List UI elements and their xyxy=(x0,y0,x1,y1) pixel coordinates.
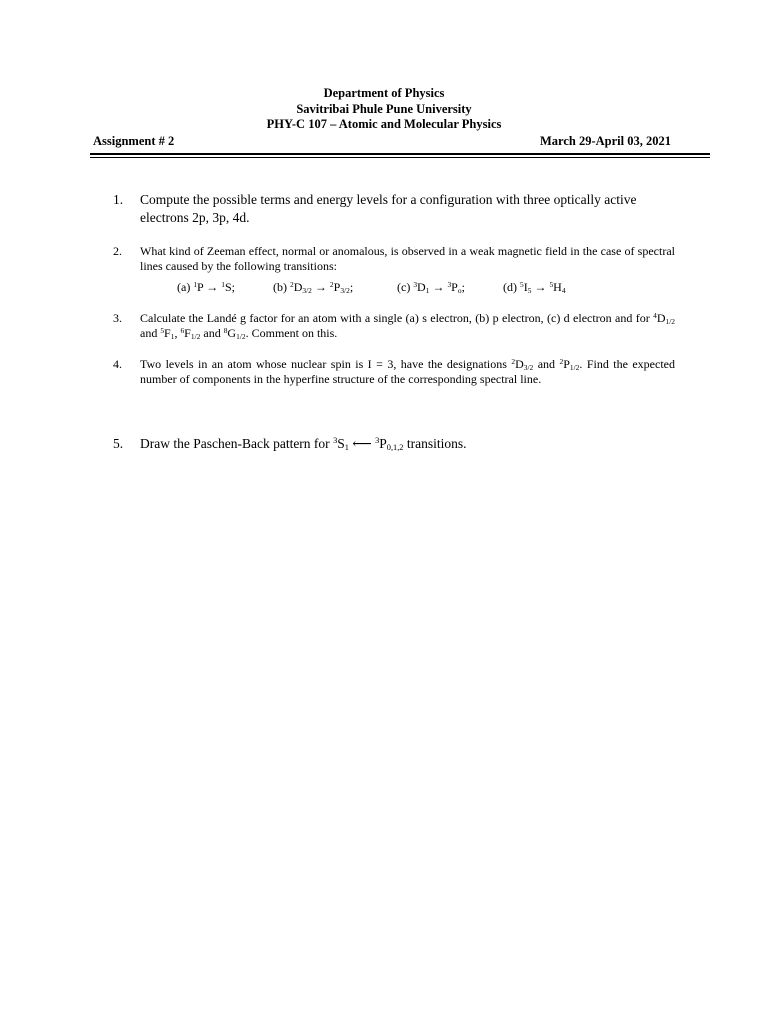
question-number: 3. xyxy=(113,311,122,325)
question-text: Calculate the Landé g factor for an atom with a single (a) s electron, (b) p electron, (c) d electron and for $^4D_{1/2}$ and $^5F_1$, $^6F_{1/2}$ and $^8G_{1/2}$. Comment on this. xyxy=(140,310,675,341)
transition-c: (c) $^3D_1 \to ^3P_o$; xyxy=(397,279,465,295)
question-text: What kind of Zeeman effect, normal or anomalous, is observed in a weak magnetic field in the case of spectral lines caused by the following transitions: xyxy=(140,244,675,273)
question-text: Compute the possible terms and energy levels for a configuration with three optically active electrons 2p, 3p, 4d. xyxy=(140,192,637,225)
question-number: 5. xyxy=(113,436,124,451)
university-name: Savitribai Phule Pune University xyxy=(296,101,472,116)
assignment-meta-row xyxy=(93,134,671,149)
question-number: 4. xyxy=(113,357,122,371)
question-3 xyxy=(113,311,675,341)
transition-list xyxy=(177,280,675,295)
question-4 xyxy=(113,357,675,387)
transition-d: (d) $^5I_5 \to ^5H_4$ xyxy=(503,279,566,295)
transition-a: (a) $^1$P → $^1$S; xyxy=(177,279,236,294)
department-title: Department of Physics xyxy=(323,86,445,100)
question-number: 1. xyxy=(113,192,124,207)
question-1 xyxy=(113,191,675,226)
question-text: Draw the Paschen-Back pattern for $^3S_1$ ⟵ $^3P_{0,1,2}$ transitions. xyxy=(140,436,467,453)
assignment-number: Assignment # 2 xyxy=(93,134,175,148)
header-divider-thick xyxy=(90,153,710,155)
question-text: Two levels in an atom whose nuclear spin is I = 3, have the designations $^2D_{3/2}$ and $^2P_{1/2}$. Find the expected number of components in the hyperfine structure of the corresponding spectral line. xyxy=(140,356,675,386)
question-number: 2. xyxy=(113,244,122,258)
assignment-dates: March 29-April 03, 2021 xyxy=(539,134,671,148)
header-divider-thin xyxy=(90,157,710,158)
course-title: PHY-C 107 – Atomic and Molecular Physics xyxy=(266,117,502,131)
transition-b: (b) $^2D_{3/2} \to ^2P_{3/2}$; xyxy=(273,279,354,295)
question-5 xyxy=(113,435,675,452)
question-2 xyxy=(113,244,675,295)
document-header xyxy=(0,86,768,133)
